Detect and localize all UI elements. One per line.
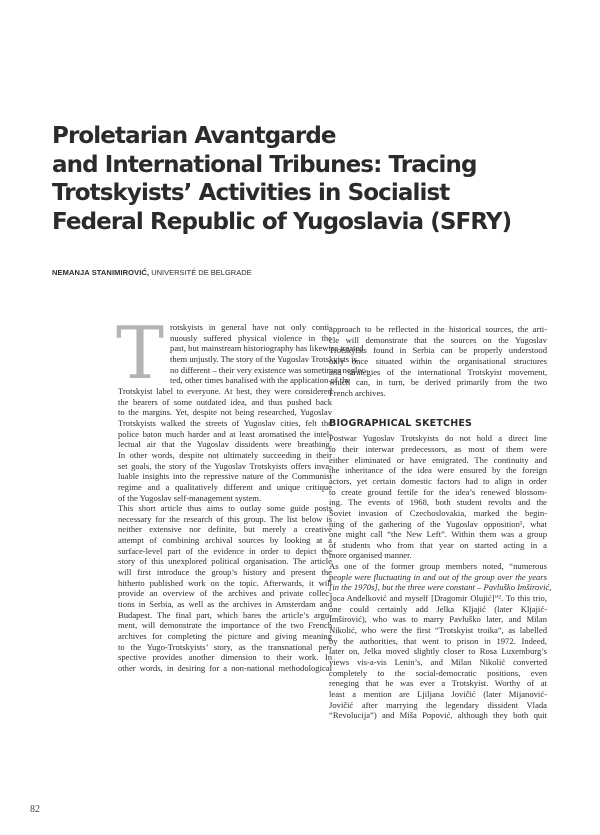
article-title: [52, 122, 572, 236]
text-line: one could certainly add Jelka Kljajić (later Kljajić-: [329, 603, 547, 614]
text-line: Trotskyists found in Serbia can be properly understood: [329, 345, 547, 356]
text-line: “Revolucija”) and Miša Popović, although they both quit: [329, 710, 547, 721]
text-line: necessary for the research of this group. The list below is: [118, 513, 332, 524]
text-line: [in the 1970s], but the three were constant – Pavluško Imširović,: [329, 582, 552, 593]
text-line: Postwar Yugoslav Trotskyists do not hold a direct line: [329, 433, 547, 444]
text-line: surface-level part of the evidence in order to depict the: [118, 545, 332, 556]
text-line: Budapest. The final part, which bares the article’s argu-: [118, 609, 332, 620]
text-line: by the authorities, that went to prison in 1972. Indeed,: [329, 635, 547, 646]
text-line: neither extensive nor definite, but merely a creative: [118, 524, 332, 535]
text-line: other words, in desiring for a non-national methodological: [118, 663, 332, 673]
text-line: hitherto published work on the topic. Afterwards, it will: [118, 577, 332, 588]
text-line: nuously suffered physical violence in the: [170, 332, 332, 343]
text-line: no different – their very existence was sometimes neglec-: [170, 364, 368, 375]
text-line: the bearers of some outdated idea, and thus pushed back: [118, 396, 332, 407]
text-line: Imširović), who was to marry Pavluško later, and Milan: [329, 614, 547, 625]
text-line: reneging that he was ever a Trotskyist. Worthy of at: [329, 678, 547, 689]
text-line: Jovičić after marrying the legendary dissident Vlada: [329, 699, 547, 710]
text-line: ning of the gathering of the Yugoslav opposition¹, what: [329, 518, 547, 529]
text-line: luable insights into the repressive nature of the Communist: [118, 471, 332, 482]
text-line: to the Yugo-Trotskyists’ story, as the transnational per-: [118, 641, 332, 652]
text-line: completely to the social-democratic positions, even: [329, 667, 547, 678]
text-line: which can, in turn, be derived primarily from the two: [329, 377, 547, 388]
text-line: one might call “the New Left”. Within them was a group: [329, 529, 547, 540]
body-paragraph: [118, 503, 332, 674]
text-line: ted, other times banalised with the application of the: [170, 375, 351, 386]
text-line: Nikolić, who were the first “Trotskyist troika”, as labelled: [329, 625, 547, 636]
text-line: set goals, the story of the Yugoslav Trotskyists offers inva-: [118, 460, 332, 471]
byline: [52, 268, 252, 277]
page-number: 82: [30, 804, 40, 815]
title-line: and International Tribunes: Tracing: [52, 151, 477, 178]
text-line: ment, will demonstrate the importance of the two French: [118, 620, 332, 631]
text-line: archives for completing the picture and giving meaning: [118, 631, 332, 642]
text-line: either eliminated or have emigrated. The continuity and: [329, 454, 547, 465]
text-line: This short article thus aims to outlay some guide posts: [118, 503, 332, 514]
text-line: lectual air that the Yugoslav dissidents were breathing.: [118, 439, 332, 450]
title-line: Proletarian Avantgarde: [52, 123, 336, 149]
author-name: NEMANJA STANIMIROVIĆ,: [52, 268, 150, 277]
text-line: and strategies of the international Trotskyist movement,: [329, 366, 547, 377]
text-line: provide an overview of the archives and private collec-: [118, 588, 332, 599]
body-paragraph: [329, 324, 547, 399]
text-line: later on, Jelka moved slightly closer to Rosa Luxemburg’s: [329, 646, 547, 657]
text-line: police baton much harder and at least aromatised the intel-: [118, 428, 332, 439]
text-line: In other words, despite not ultimately succeeding in their: [118, 449, 332, 460]
text-line: past, but mainstream historiography has likewise treated: [170, 343, 364, 354]
text-line: Trotskyist label to everyone. At best, they were considered: [118, 385, 332, 396]
body-paragraph: [329, 561, 552, 721]
text-line: cle will demonstrate that the sources on the Yugoslav: [329, 334, 547, 345]
text-line: to the margins. Yet, despite not being researched, Yugoslav: [118, 407, 332, 418]
left-column: [116, 311, 368, 674]
title-line: Trotskyists’ Activities in Socialist: [52, 180, 450, 206]
text-line: story of this unexplored political organisation. The article: [118, 556, 332, 567]
text-line: spective provides another dimension to their work. In: [118, 652, 332, 663]
text-line: rotskyists in general have not only conti-: [170, 322, 332, 332]
text-line: to their interwar predecessors, as most of them were: [329, 443, 547, 454]
text-line: approach to be reflected in the historical sources, the arti-: [329, 324, 547, 334]
text-line: to create ground fertile for the idea’s renewed blossom-: [329, 486, 547, 497]
text-line: ing. The events of 1968, both student revolts and the: [329, 497, 547, 508]
text-line: only once situated within the organisational structures: [329, 355, 547, 366]
drop-cap: T: [116, 311, 165, 395]
body-paragraph: [329, 433, 547, 561]
text-line: actors, yet certain domestic factors had to align in order: [329, 475, 547, 486]
text-line: As one of the former group members noted, “numerous: [329, 561, 547, 572]
author-affiliation: UNIVERSITÉ DE BELGRADE: [151, 268, 252, 277]
title-line: Federal Republic of Yugoslavia (SFRY): [52, 208, 512, 235]
text-line: views vis-a-vis Lenin’s, and Milan Nikolić converted: [329, 657, 547, 668]
text-line: regime and a qualitatively different and unique critique: [118, 481, 332, 492]
text-line: the inheritance of the idea were ensured by the foreign: [329, 465, 547, 476]
text-line: Soviet invasion of Czechoslovakia, marked the begin-: [329, 507, 547, 518]
text-line: attempt of combining archival sources by looking at a: [118, 535, 332, 546]
text-line: of the Yugoslav self-management system.: [118, 492, 262, 503]
text-line: more organised manner.: [329, 550, 412, 561]
right-column: [329, 324, 552, 721]
text-line: will first introduce the group’s history and present the: [118, 567, 332, 578]
text-line: least a mention are Ljiljana Jovičić (later Mijanović-: [329, 689, 547, 699]
text-line: Joca Anđelković and myself [Dragomir Olujić]”². To this trio,: [329, 593, 547, 604]
text-line: tions in Serbia, as well as the archives in Amsterdam and: [118, 599, 332, 610]
text-line: people were fluctuating in and out of the group over the years: [329, 571, 547, 582]
text-line: of students who from that year on started acting in a: [329, 539, 547, 550]
text-line: them unjustly. The story of the Yugoslav Trotskyists is: [170, 353, 357, 364]
section-heading: BIOGRAPHICAL SKETCHES: [329, 417, 473, 429]
text-line: Trotskyists walked the streets of Yugoslav cities, felt the: [118, 417, 332, 428]
text-line: French archives.: [329, 387, 386, 398]
